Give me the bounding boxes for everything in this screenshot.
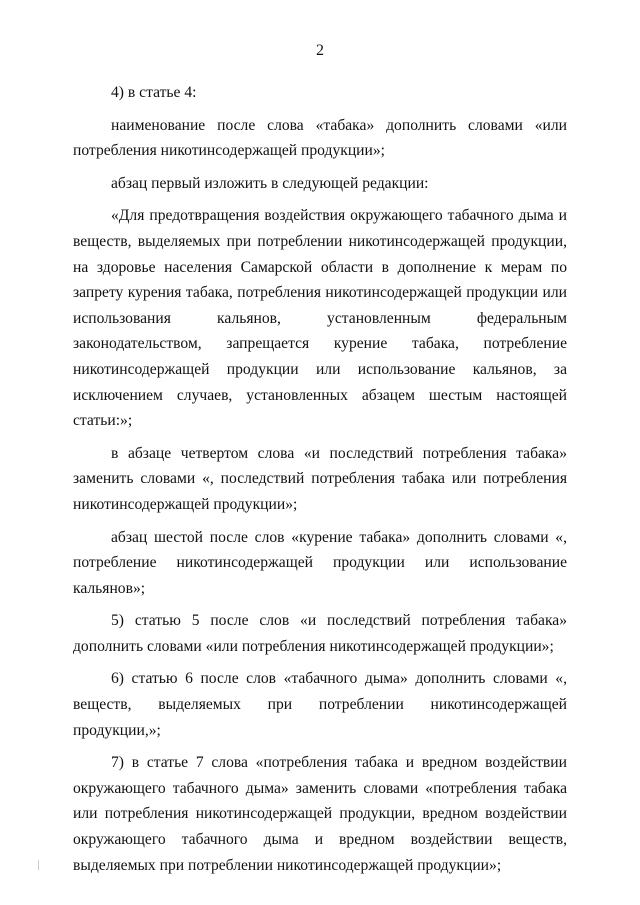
document-body [73, 80, 567, 878]
paragraph-sixth-abzac: абзац шестой после слов «курение табака» дополнить словами «, потребление никотинсодержащей продукции или использование кальянов»; [73, 528, 567, 597]
paragraph-article-6: 6) статью 6 после слов «табачного дыма» дополнить словами «, веществ, выделяемых при потреблении никотинсодержащей продукции,»; [73, 670, 567, 739]
paragraph-article-7: 7) в статье 7 слова «потребления табака и вредном воздействии окружающего табачного дыма» заменить словами «потребления табака или потребления никотинсодержащей продукции, вредном воздействии окружающего табачного дыма и вредном воздействии веществ, выделяемых при потреблении никотинсодержащей продукции»; [73, 754, 567, 874]
paragraph-article-5: 5) статью 5 после слов «и последствий потребления табака» дополнить словами «или потребления никотинсодержащей продукции»; [73, 612, 567, 655]
page-number: 2 [316, 42, 324, 59]
scan-artifact-mark [38, 860, 39, 870]
paragraph-title-amendment: наименование после слова «табака» дополнить словами «или потребления никотинсодержащей продукции»; [73, 116, 567, 160]
paragraph-new-wording: «Для предотвращения воздействия окружающего табачного дыма и веществ, выделяемых при потреблении никотинсодержащей продукции, на здоровье населения Самарской области в дополнение к мерам по запрету курения табака, потребления никотинсодержащей продукции или использования кальянов, установленным федеральным законодательством, запрещается курение табака, потребление никотинсодержащей продукции или использование кальянов, за исключением случаев, установленных абзацем шестым настоящей статьи:»; [73, 207, 567, 430]
paragraph-article-4-heading: 4) в статье 4: [111, 84, 197, 101]
paragraph-fourth-abzac: в абзаце четвертом слова «и последствий потребления табака» заменить словами «, последствий потребления табака или потребления никотинсодержащей продукции»; [73, 444, 567, 513]
paragraph-first-abzac-intro: абзац первый изложить в следующей редакции: [111, 174, 429, 192]
